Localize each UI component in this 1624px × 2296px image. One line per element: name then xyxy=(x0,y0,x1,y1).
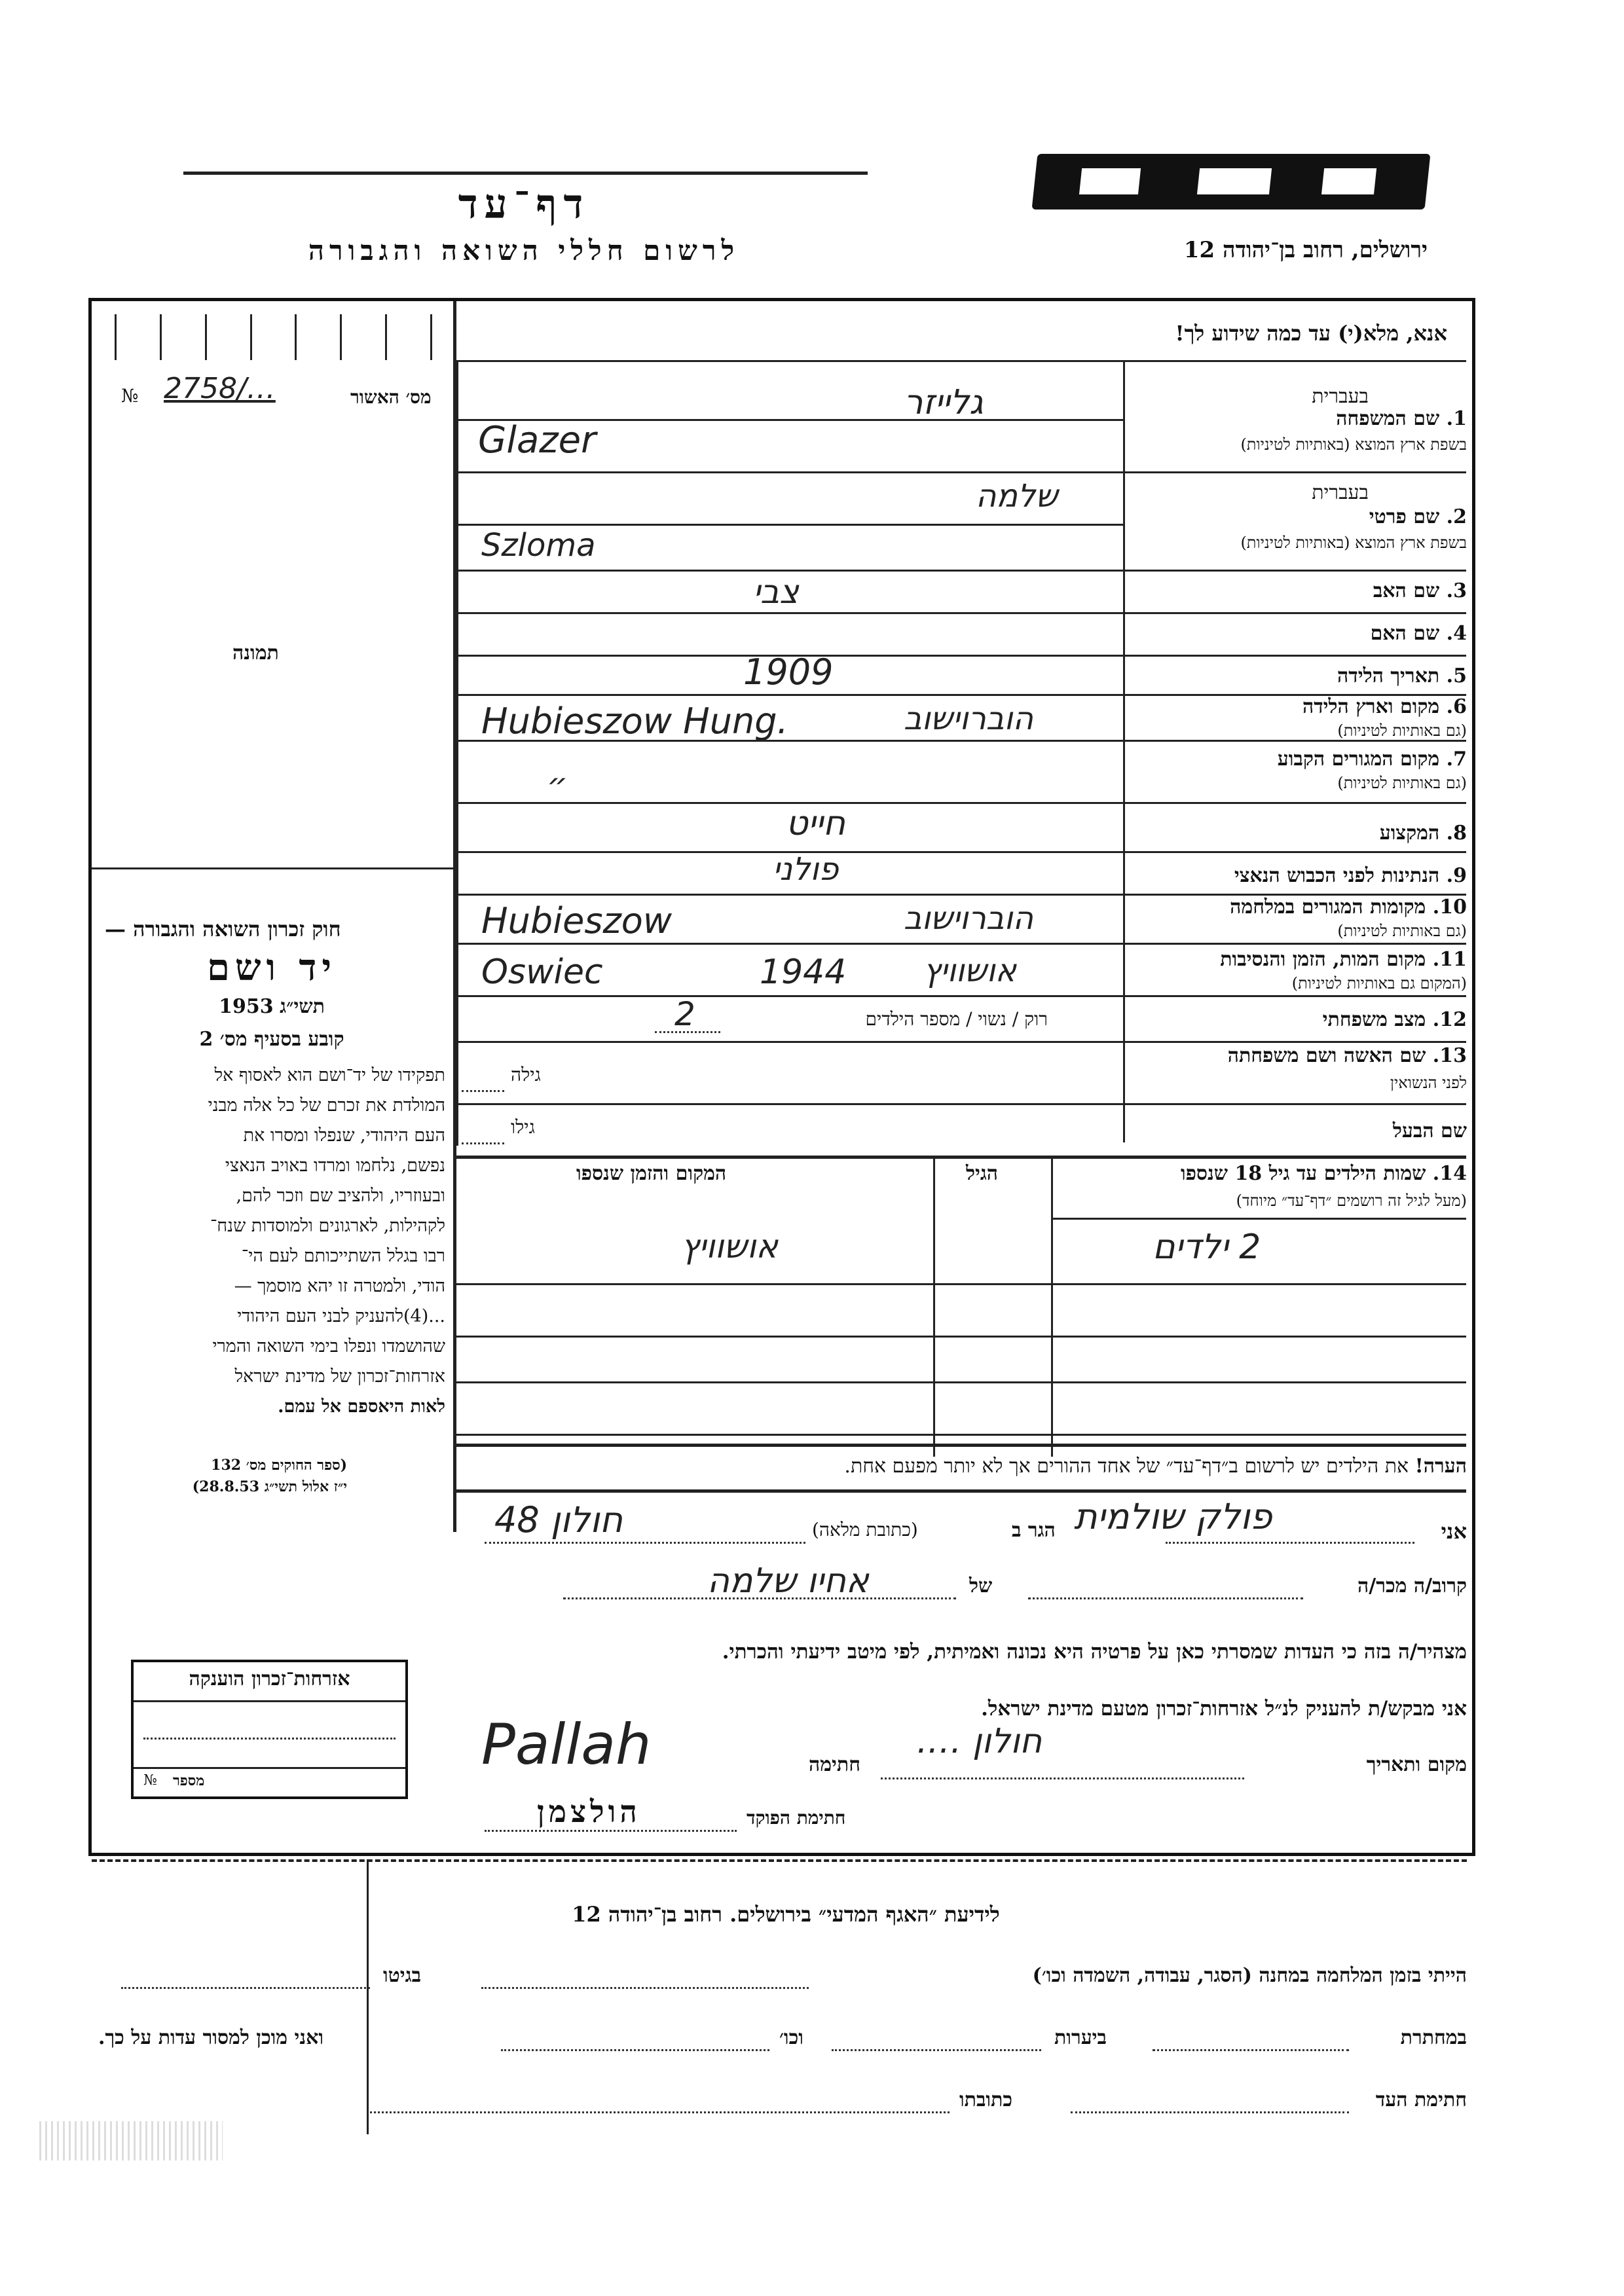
law-section: קובע בסעיף מס׳ 2 xyxy=(199,1028,344,1051)
law-paragraph xyxy=(98,1061,445,1422)
field-7-label-text: מקום המגורים הקבוע xyxy=(1277,748,1440,771)
field-13-label-text: שם האשה ושם משפחתה xyxy=(1227,1044,1426,1067)
children-title xyxy=(1181,1162,1467,1185)
field-10-label-text: מקומות המגורים במלחמה xyxy=(1230,896,1426,919)
footer-line2-d: ואני מוכן למסור עדות על כך. xyxy=(98,2026,324,2049)
field-4-label-text: שם האם xyxy=(1370,622,1440,645)
field-10-label xyxy=(1230,896,1467,919)
footer-line2-b: ביערות xyxy=(1054,2026,1107,2049)
field-12-number: 12. xyxy=(1432,1008,1467,1031)
law-line: העם היהודי, שנפלו ומסרו את xyxy=(243,1125,445,1146)
of-label: של xyxy=(969,1575,993,1597)
label-column-divider xyxy=(1123,360,1125,1142)
field-13-label xyxy=(1228,1044,1467,1067)
field-2-latin-value[interactable]: Szloma xyxy=(481,527,596,564)
field-7-value[interactable]: ״ xyxy=(547,766,568,804)
field-column-left xyxy=(456,360,458,1146)
field-12-label-text: מצב משפחתי xyxy=(1322,1008,1426,1031)
page-subtitle: לרשום חללי השואה והגבורה xyxy=(308,234,740,266)
field-3-label-text: שם האב xyxy=(1373,579,1440,602)
children-number: 14. xyxy=(1432,1162,1467,1185)
child-row-1-place[interactable]: אושוויץ xyxy=(681,1228,778,1266)
field-5-value[interactable]: 1909 xyxy=(743,651,834,693)
footer-line2-c: וכו׳ xyxy=(779,2026,803,2049)
law-line: אזרחות־זכרון של מדינת ישראל xyxy=(234,1366,445,1387)
instruction-rule xyxy=(456,360,1466,362)
gazette-ref-2: י״ז אלול תשי״ג 28.8.53) xyxy=(192,1478,347,1495)
law-line: תפקידו של יד־ושם הוא לאסוף אל xyxy=(214,1065,445,1085)
relative-label: קרוב/ה מכר/ה xyxy=(1357,1575,1467,1597)
field-6-number: 6. xyxy=(1446,695,1467,718)
field-2-number: 2. xyxy=(1446,505,1467,528)
field-2-label xyxy=(1369,505,1467,528)
field-9-label xyxy=(1234,864,1467,887)
field-11-number: 11. xyxy=(1432,948,1467,971)
field-1-number: 1. xyxy=(1446,407,1467,430)
declarant-address[interactable]: חולון 48 xyxy=(494,1499,623,1540)
law-line: שהושמדו ונפלו בימי השואה והמרי xyxy=(212,1336,445,1357)
footer-line3-b: כתובתו xyxy=(959,2088,1013,2111)
field-13-sub: לפני הנשואין xyxy=(1390,1074,1467,1092)
field-3-label xyxy=(1373,579,1467,602)
officer-label: חתימת הפוקד xyxy=(747,1807,846,1829)
field-6-label xyxy=(1302,695,1467,718)
address-hint: (כתובת מלאה) xyxy=(812,1519,918,1540)
approval-ticks xyxy=(115,314,432,360)
field-11-latin-value[interactable]: Oswiec xyxy=(481,953,603,992)
citizenship-box-number: מספר xyxy=(173,1772,205,1789)
header-address: ירושלים, רחוב בן־יהודה 12 xyxy=(1183,237,1428,263)
field-11-sub: (המקום גם באותיות לטיניות) xyxy=(1291,974,1467,993)
declarant-name[interactable]: פולק שולמית xyxy=(1074,1496,1272,1537)
field-6-label-text: מקום וארץ הלידה xyxy=(1302,695,1440,718)
husband-age-label: גילו xyxy=(511,1116,535,1138)
field-11-year[interactable]: 1944 xyxy=(760,953,847,992)
page-title: דף־עד xyxy=(458,180,590,228)
field-4-number: 4. xyxy=(1446,622,1467,645)
field-8-label xyxy=(1380,822,1467,845)
field-8-label-text: המקצוע xyxy=(1379,822,1440,845)
field-4-label xyxy=(1371,622,1467,645)
field-5-number: 5. xyxy=(1446,665,1467,687)
children-place-col: המקום והזמן שנספו xyxy=(576,1162,727,1185)
law-line: לקהילות, לארגונים ולמוסדות שנח־ xyxy=(210,1216,445,1236)
law-title: חוק זכרון השואה והגבורה — xyxy=(105,917,341,941)
field-11-label xyxy=(1220,948,1467,971)
children-title-text: שמות הילדים עד גיל 18 שנספו xyxy=(1180,1162,1426,1185)
approval-number[interactable]: 2758/… xyxy=(164,372,276,405)
footer-title: לידיעת ״האגף המדעי״ בירושלים. רחוב בן־יהודה 12 xyxy=(572,1902,1000,1927)
field-2-hebrew-value[interactable]: שלמה xyxy=(976,478,1058,515)
approval-label: מס׳ האשור xyxy=(350,386,432,408)
declarant-ani: אני xyxy=(1441,1519,1467,1544)
field-1-label-text: שם המשפחה xyxy=(1336,407,1440,430)
law-line: רבו בגלל השתייכותם לעם הי־ xyxy=(241,1246,445,1266)
place-date-value[interactable]: חולון …. xyxy=(917,1722,1043,1761)
law-line: ובעוזריו, ולהציב שם וזכר להם, xyxy=(236,1186,445,1206)
citizenship-box xyxy=(131,1660,408,1799)
declaration-text: מצהיר/ה בזה כי העדות שמסרתי כאן על פרטיה היא נכונה ואמיתית, לפי מיטב ידיעתי והכרתי. xyxy=(722,1640,1467,1664)
field-7-sub: (גם באותיות לטיניות) xyxy=(1337,774,1467,792)
scan-noise xyxy=(39,2121,223,2160)
signature-label: חתימה xyxy=(809,1753,860,1776)
field-12-label xyxy=(1323,1008,1467,1031)
field-2-sub: בשפת ארץ המוצא (באותיות לטיניות) xyxy=(1240,534,1467,552)
note-text: את הילדים יש לרשום ב״דף־עד״ של אחד ההורים אך לא יותר מפעם אחת. xyxy=(844,1455,1409,1478)
declarant-signature[interactable]: Pallah xyxy=(481,1712,652,1777)
photo-label: תמונה xyxy=(232,642,279,665)
place-date-label: מקום ותאריך xyxy=(1366,1753,1467,1776)
yad-vashem-logo xyxy=(1032,154,1431,210)
law-line: הודי, ולמטרה זו יהא מוסמך — xyxy=(234,1276,445,1296)
field-6-latin-value[interactable]: Hubieszow Hung. xyxy=(481,701,788,742)
citizenship-box-title: אזרחות־זכרון הוענקה xyxy=(189,1667,350,1690)
field-2-label-text: שם פרטי xyxy=(1369,505,1440,528)
field-8-value[interactable]: חייט xyxy=(786,804,845,843)
field-1-label xyxy=(1336,407,1467,430)
field-6-hebrew-value[interactable]: הוברוישוב xyxy=(904,701,1033,737)
note-label: הערה! xyxy=(1414,1455,1467,1478)
wife-age-label: גילה xyxy=(511,1064,541,1085)
field-3-number: 3. xyxy=(1446,579,1467,602)
approval-prefix: № xyxy=(121,385,139,407)
children-age-col: הגיל xyxy=(966,1162,999,1185)
residing-label: הגר ב xyxy=(1012,1519,1056,1542)
header-rule xyxy=(183,172,868,175)
field-9-label-text: הנתינות לפני הכבוש הנאצי xyxy=(1234,864,1440,887)
field-7-label xyxy=(1278,748,1467,771)
field-3-value[interactable]: צבי xyxy=(753,573,799,611)
officer-stamp: הולצמן xyxy=(537,1794,641,1829)
form-instruction: אנא, מלא(י) עד כמה שידוע לך! xyxy=(1175,321,1447,346)
request-text: אני מבקש/ת להעניק לנ״ל אזרחות־זכרון מטעם מדינת ישראל. xyxy=(981,1697,1467,1721)
field-10-latin-value[interactable]: Hubieszow xyxy=(481,900,673,941)
law-line: נפשם, נלחמו ומרדו באויב הנאצי xyxy=(225,1156,445,1176)
field-5-label xyxy=(1337,665,1467,687)
field-8-number: 8. xyxy=(1446,822,1467,845)
field-7-number: 7. xyxy=(1446,748,1467,771)
law-year xyxy=(98,995,445,1018)
field-11-label-text: מקום המות, הזמן והנסיבות xyxy=(1220,948,1426,971)
field-6-sub: (גם באותיות לטיניות) xyxy=(1337,721,1467,740)
field-10-hebrew-value[interactable]: הוברוישוב xyxy=(904,900,1033,937)
field-1-sub: בשפת ארץ המוצא (באותיות לטיניות) xyxy=(1240,435,1467,454)
law-year-num: 1953 xyxy=(219,995,274,1018)
field-2-heb-tag: בעברית xyxy=(1312,481,1369,504)
husband-label: שם הבעל xyxy=(1392,1120,1467,1142)
field-9-number: 9. xyxy=(1446,864,1467,887)
law-line: המולדת את זכרם של כל אלה מבני xyxy=(208,1095,445,1116)
field-10-number: 10. xyxy=(1432,896,1467,919)
field-5-label-text: תאריך הלידה xyxy=(1337,665,1440,687)
gazette-ref-1: (ספר החוקים מס׳ 132 xyxy=(211,1457,347,1474)
children-sub: (מעל לגיל זה רושמים ״דף־עד״ מיוחד) xyxy=(1236,1192,1467,1210)
field-1-hebrew-value[interactable]: גלייזר xyxy=(904,383,984,422)
footer-line3-a: חתימת העד xyxy=(1375,2088,1467,2111)
footer-line2-a: במחתרת xyxy=(1400,2026,1467,2049)
footer-line1-b: בגיטו xyxy=(383,1964,422,1987)
field-1-latin-value[interactable]: Glazer xyxy=(478,419,597,462)
law-line: ...(4)להעניק לבני העם היהודי xyxy=(237,1306,445,1326)
field-9-value[interactable]: פולני xyxy=(773,851,839,888)
field-10-sub: (גם באותיות לטיניות) xyxy=(1337,922,1467,940)
law-year-heb: תשי״ג xyxy=(280,995,325,1018)
field-13-number: 13. xyxy=(1432,1044,1467,1067)
citizenship-box-prefix: № xyxy=(143,1772,157,1789)
field-11-hebrew-value[interactable]: אושוויץ xyxy=(923,953,1016,989)
child-row-1-name[interactable]: 2 ילדים xyxy=(1153,1228,1261,1267)
children-count[interactable]: 2 xyxy=(674,995,695,1033)
declarant-relation[interactable]: אחיו שלמה xyxy=(707,1561,869,1601)
children-note xyxy=(844,1455,1467,1478)
yad-vashem-name: יד ושם xyxy=(206,946,337,989)
field-1-heb-tag: בעברית xyxy=(1312,385,1369,408)
footer-line1-a: הייתי בזמן המלחמה במחנה (הסגר, עבודה, השמדה וכו׳) xyxy=(1032,1964,1467,1987)
marital-options: רוק / נשוי / מספר הילדים xyxy=(865,1008,1048,1030)
law-line: לאות היאספם אל עמם. xyxy=(278,1396,445,1417)
